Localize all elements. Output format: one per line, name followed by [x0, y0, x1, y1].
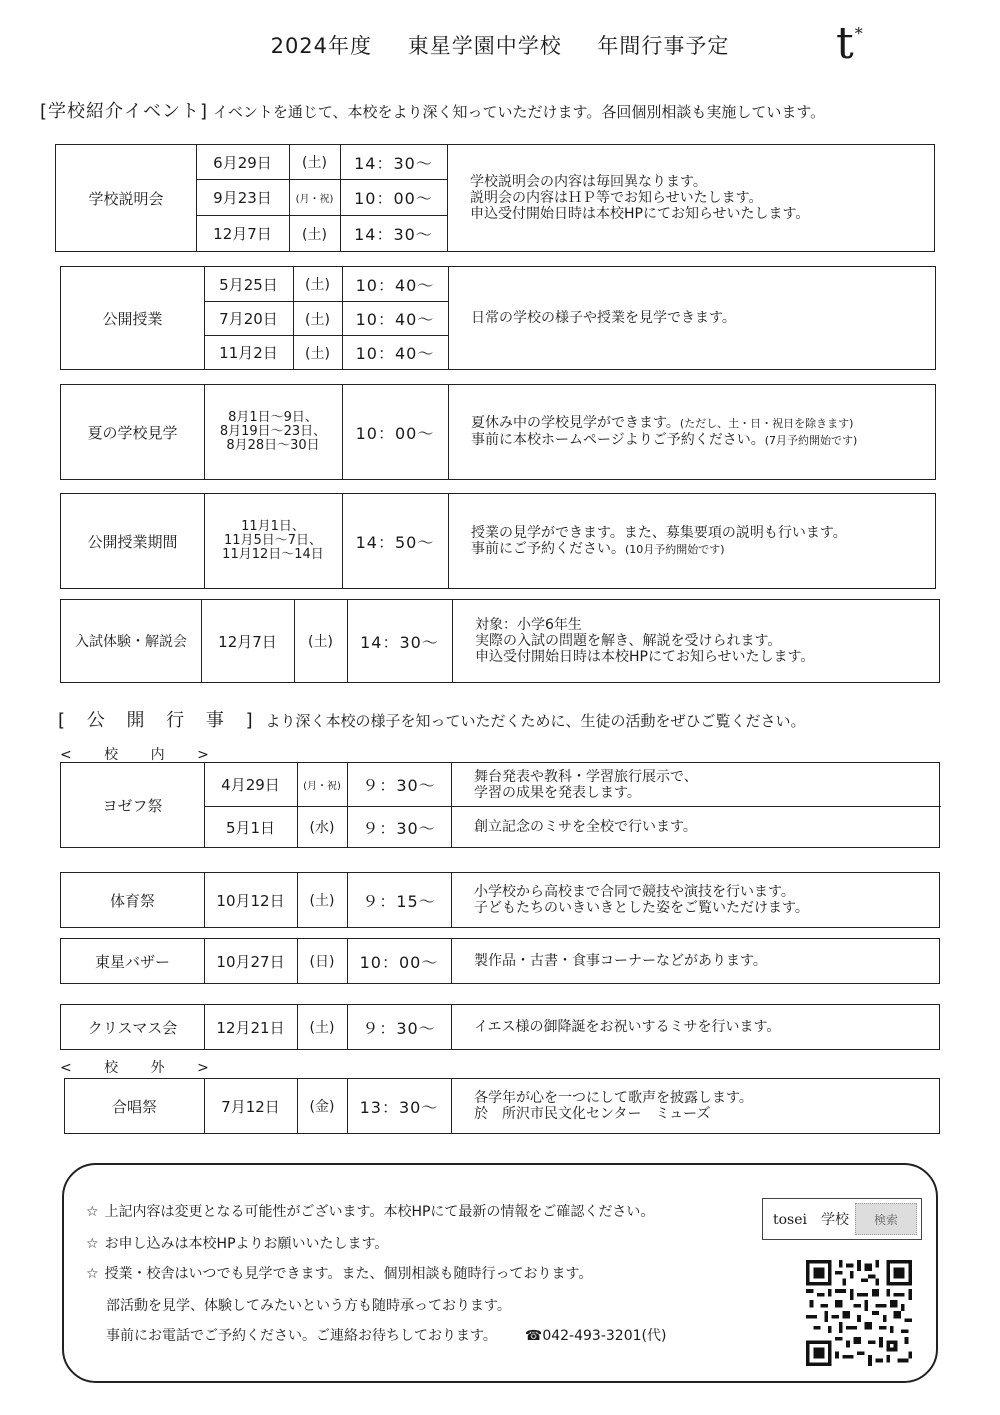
public-section-heading: [58, 706, 805, 732]
event-name: 夏の学校見学: [87, 423, 178, 442]
event-date: 9月23日: [213, 189, 272, 207]
school-logo: t*: [836, 18, 863, 69]
search-button[interactable]: 検索: [855, 1203, 917, 1235]
event-date: 12月21日: [216, 1018, 285, 1037]
star-icon: ☆: [86, 1266, 99, 1282]
event-weekday: (土): [302, 155, 327, 171]
public-heading-text: より深く本校の様子を知っていただくために、生徒の活動をぜひご覧ください。: [265, 712, 806, 730]
event-name: 東星バザー: [94, 952, 170, 971]
event-name: 体育祭: [109, 891, 155, 910]
event-time: 10：40～: [355, 275, 435, 295]
event-name: ヨゼフ祭: [102, 796, 163, 815]
event-time: 10：00～: [355, 423, 435, 443]
inside-subheading: < 校 内 >: [60, 747, 223, 763]
event-time: ９：15～: [362, 891, 436, 911]
event-name: 公開授業期間: [87, 532, 178, 551]
yosefu-table: [60, 762, 940, 848]
event-date: 11月2日: [219, 344, 278, 362]
event-date: 6月29日: [213, 153, 272, 172]
event-description: 対象：小学6年生 実際の入試の問題を解き、解説を受けられます。 申込受付開始日時は本校HPにてお知らせいたします。: [475, 617, 815, 665]
event-time: 14：30～: [354, 153, 433, 173]
school-name: 東星学園中学校: [407, 34, 562, 58]
year-label: 2024年度: [270, 34, 373, 58]
event-date: 5月1日: [225, 818, 276, 837]
event-date: 12月7日: [213, 225, 272, 243]
event-time: 14：30～: [354, 225, 433, 244]
event-time: 10：00～: [354, 189, 433, 208]
event-name: 公開授業: [102, 309, 163, 328]
event-weekday: (土): [309, 1020, 335, 1036]
event-date: 12月7日: [218, 632, 277, 651]
notice-line: ☆ 授業・校舎はいつでも見学できます。また、個別相談も随時行っております。: [86, 1266, 593, 1282]
gassho-table: [64, 1078, 940, 1134]
event-weekday: (土): [308, 634, 333, 650]
event-weekday: (土): [305, 311, 330, 328]
setsumeikai-table: [55, 144, 935, 252]
public-heading-label: [ 公 開 行 事 ]: [58, 710, 261, 731]
koukai-table: [60, 266, 936, 370]
event-name: 合唱祭: [111, 1097, 157, 1116]
event-description: 小学校から高校まで合同で競技や演技を行います。 子どもたちのいきいきとした姿をご覧いただけます。: [474, 884, 809, 916]
schedule-label: 年間行事予定: [597, 34, 730, 58]
event-description: 製作品・古書・食事コーナーなどがあります。: [474, 953, 767, 969]
event-description: 授業の見学ができます。また、募集要項の説明も行います。 事前にご予約ください。(10月予約開始です): [471, 524, 847, 557]
event-description: 日常の学校の様子や授業を見学できます。: [471, 310, 736, 326]
event-time: 10：00～: [359, 952, 439, 972]
event-date: 7月12日: [221, 1097, 280, 1116]
event-time: ９：30～: [362, 776, 436, 795]
event-name: 学校説明会: [88, 189, 164, 208]
phone-number: ☎042-493-3201(代): [524, 1328, 667, 1344]
event-time: 13：30～: [359, 1097, 439, 1117]
event-description: 学校説明会の内容は毎回異なります。 説明会の内容はＨＰ等でお知らせいたします。 申込受付開始日時は本校HPにてお知らせいたします。: [470, 174, 810, 222]
notice-line: ☆ 上記内容は変更となる可能性がございます。本校HPにて最新の情報をご確認ください。: [86, 1204, 655, 1220]
search-box[interactable]: [762, 1198, 922, 1240]
event-description: 舞台発表や教科・学習旅行展示で、 学習の成果を発表します。: [474, 768, 698, 801]
bazaar-table: [60, 938, 940, 984]
event-date: 10月12日: [216, 891, 285, 910]
event-weekday: (月・祝): [303, 781, 341, 792]
event-weekday: (金): [309, 1099, 335, 1115]
event-description: 創立記念のミサを全校で行います。: [474, 819, 697, 835]
event-time: ９：30～: [362, 818, 436, 838]
event-date: 4月29日: [221, 776, 280, 794]
kikan-table: [60, 493, 936, 589]
event-date-range: 11月1日、 11月5日～7日、 11月12日～14日: [222, 519, 324, 562]
notice-line: 部活動を見学、体験してみたいという方も随時承っております。: [106, 1298, 511, 1314]
event-weekday: (土): [309, 893, 335, 909]
search-keyword: tosei 学校: [773, 1212, 850, 1228]
event-name: クリスマス会: [87, 1018, 178, 1037]
star-icon: ☆: [86, 1204, 99, 1220]
intro-heading-label: [学校紹介イベント]: [40, 101, 209, 122]
natsu-table: [60, 384, 936, 480]
event-description: 夏休み中の学校見学ができます。(ただし、土・日・祝日を除きます) 事前に本校ホームページよりご予約ください。(7月予約開始です): [471, 415, 858, 448]
footer-notice: [62, 1163, 938, 1383]
event-time: 14：50～: [355, 532, 435, 552]
event-time: ９：30～: [362, 1018, 436, 1038]
event-weekday: (月・祝): [295, 194, 334, 205]
event-description: イエス様の御降誕をお祝いするミサを行います。: [474, 1019, 781, 1035]
event-description: 各学年が心を一つにして歌声を披露します。 於 所沢市民文化センター ミューズ: [474, 1090, 753, 1122]
notice-line: ☆ お申し込みは本校HPよりお願いいたします。: [86, 1236, 389, 1252]
event-date-range: 8月1日～9日、 8月19日～23日、 8月28日～30日: [219, 410, 327, 453]
event-weekday: (土): [305, 277, 330, 293]
event-date: 10月27日: [216, 952, 285, 971]
event-time: 14：30～: [360, 632, 439, 652]
outside-subheading: < 校 外 >: [60, 1060, 223, 1076]
christmas-table: [60, 1004, 940, 1050]
event-weekday: (土): [305, 345, 330, 362]
logo-star-icon: *: [854, 24, 863, 43]
qr-code-icon: [806, 1260, 912, 1366]
star-icon: ☆: [86, 1236, 99, 1252]
event-weekday: (土): [302, 226, 327, 243]
nyushi-table: [60, 599, 940, 683]
event-time: 10：40～: [355, 310, 435, 329]
taiiku-table: [60, 872, 940, 928]
event-date: 7月20日: [219, 310, 278, 328]
event-time: 10：40～: [355, 344, 435, 363]
intro-heading-text: イベントを通じて、本校をより深く知っていただけます。各回個別相談も実施しています。: [212, 103, 826, 121]
intro-section-heading: [40, 97, 825, 123]
event-weekday: (日): [309, 954, 335, 970]
notice-line: 事前にお電話でご予約ください。ご連絡お待ちしております。 ☎042-493-3201(代): [106, 1328, 667, 1344]
event-weekday: (水): [309, 820, 335, 836]
event-date: 5月25日: [219, 275, 278, 294]
event-name: 入試体験・解説会: [75, 634, 187, 650]
